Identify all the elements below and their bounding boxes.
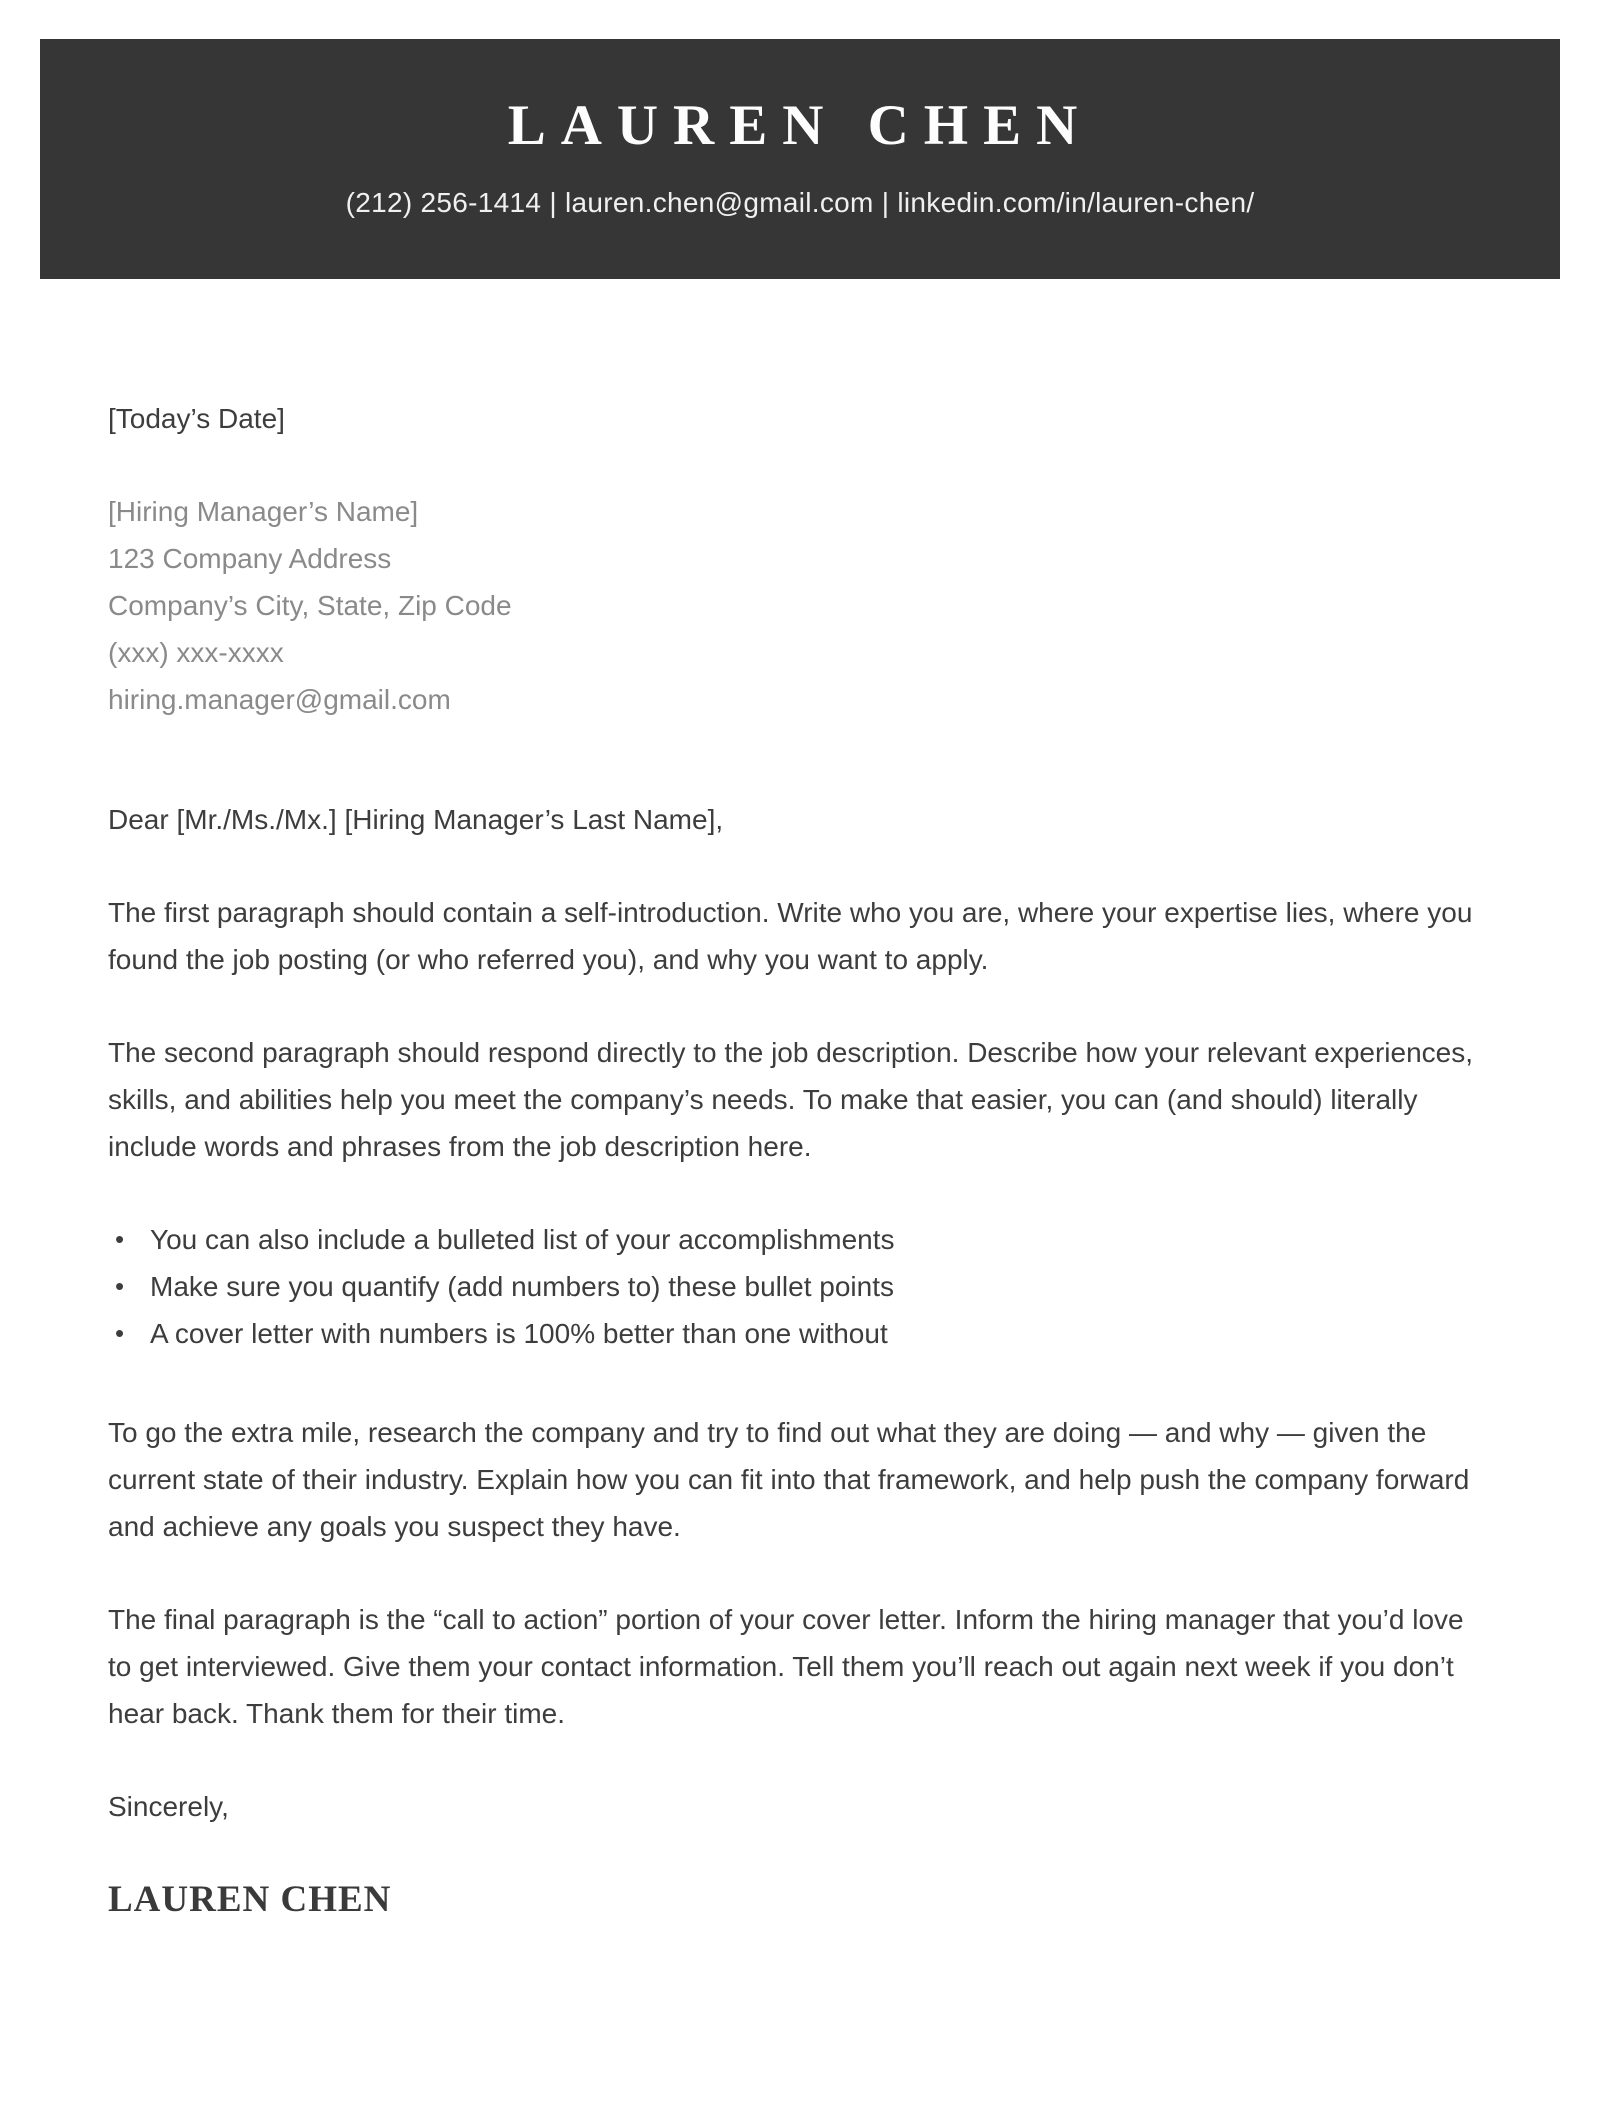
cover-letter-page xyxy=(0,39,1600,2110)
salutation: Dear [Mr./Ms./Mx.] [Hiring Manager’s Last Name], xyxy=(108,804,724,835)
bullet-item: • Make sure you quantify (add numbers to) these bullet points xyxy=(115,1263,1492,1310)
header-band xyxy=(40,39,1560,279)
recipient-name: [Hiring Manager’s Name] xyxy=(108,496,419,527)
recipient-address: 123 Company Address xyxy=(108,543,392,574)
recipient-email: hiring.manager@gmail.com xyxy=(108,684,451,715)
intro-paragraph: The first paragraph should contain a self-introduction. Write who you are, where your expertise lies, where you found the job posting (or who referred you), and why you want to apply. xyxy=(108,897,1473,975)
date-placeholder: [Today’s Date] xyxy=(108,403,285,434)
recipient-city-state-zip: Company’s City, State, Zip Code xyxy=(108,590,512,621)
accomplishments-list xyxy=(108,1216,1492,1357)
bullet-item: • A cover letter with numbers is 100% better than one without xyxy=(115,1310,1492,1357)
recipient-block xyxy=(108,488,1492,723)
candidate-name-title: LAUREN CHEN xyxy=(507,94,1093,157)
closing-sign-off: Sincerely, xyxy=(108,1791,229,1822)
bullet-item: • You can also include a bulleted list of your accomplishments xyxy=(115,1216,1492,1263)
contact-info-line: (212) 256-1414 | lauren.chen@gmail.com | linkedin.com/in/lauren-chen/ xyxy=(345,187,1255,218)
final-paragraph: The final paragraph is the “call to action” portion of your cover letter. Inform the hiring manager that you’d love to get interviewed. Give them your contact information. Tell them you’ll reach out again next week if you don’t hear back. Thank them for their time. xyxy=(108,1604,1464,1729)
extra-mile-paragraph: To go the extra mile, research the company and try to find out what they are doing — and why — given the current state of their industry. Explain how you can fit into that framework, and help push the company forward and achieve any goals you suspect they have. xyxy=(108,1417,1470,1542)
letter-body xyxy=(108,279,1492,1923)
second-paragraph: The second paragraph should respond directly to the job description. Describe how your relevant experiences, skills, and abilities help you meet the company’s needs. To make that easier, you can (and should) literally include words and phrases from the job description here. xyxy=(108,1037,1473,1162)
recipient-phone: (xxx) xxx-xxxx xyxy=(108,637,284,668)
signature-name: LAUREN CHEN xyxy=(108,1879,392,1920)
